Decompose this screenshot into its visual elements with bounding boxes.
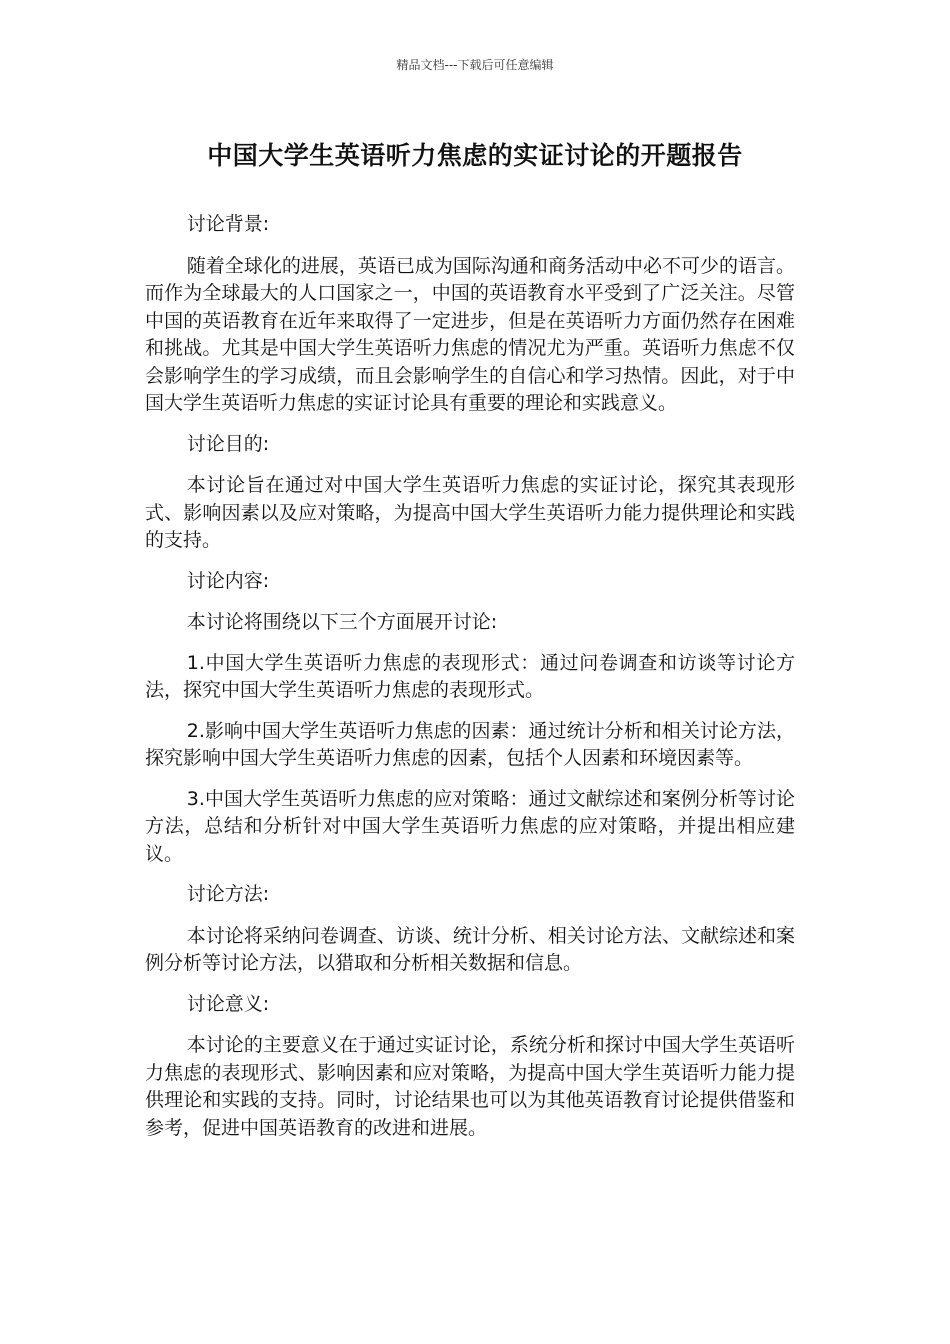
section-heading-background: 讨论背景: bbox=[186, 213, 270, 235]
section-heading-purpose: 讨论目的: bbox=[186, 432, 270, 455]
document-title: 中国大学生英语听力焦虑的实证讨论的开题报告 bbox=[207, 141, 743, 170]
paragraph-content-item-1: 1.中国大学生英语听力焦虑的表现形式：通过问卷调查和访谈等讨论方法，探究中国大学生英语听力焦虑的表现形式。 bbox=[145, 651, 795, 701]
section-heading-method: 讨论方法: bbox=[186, 883, 270, 905]
section-heading-significance: 讨论意义: bbox=[186, 992, 270, 1015]
paragraph-purpose: 本讨论旨在通过对中国大学生英语听力焦虑的实证讨论，探究其表现形式、影响因素以及应对策略，为提高中国大学生英语听力能力提供理论和实践的支持。 bbox=[145, 474, 795, 551]
paragraph-content-intro: 本讨论将围绕以下三个方面展开讨论: bbox=[186, 611, 498, 633]
paragraph-background: 随着全球化的进展，英语已成为国际沟通和商务活动中必不可少的语言。而作为全球最大的人口国家之一，中国的英语教育水平受到了广泛关注。尽管中国的英语教育在近年来取得了一定进步，但是在英语听力方面仍然存在困难和挑战。尤其是中国大学生英语听力焦虑的情况尤为严重。英语听力焦虑不仅会影响学生的学习成绩，而且会影响学生的自信心和学习热情。因此，对于中国大学生英语听力焦虑的实证讨论具有重要的理论和实践意义。 bbox=[145, 254, 795, 414]
section-heading-content: 讨论内容: bbox=[186, 569, 270, 592]
paragraph-method: 本讨论将采纳问卷调查、访谈、统计分析、相关讨论方法、文献综述和案例分析等讨论方法，以猎取和分析相关数据和信息。 bbox=[145, 924, 795, 974]
page-header: 精品文档---下载后可任意编辑 bbox=[396, 58, 554, 72]
document-body bbox=[145, 211, 795, 1155]
paragraph-content-item-2: 2.影响中国大学生英语听力焦虑的因素：通过统计分析和相关讨论方法，探究影响中国大学生英语听力焦虑的因素，包括个人因素和环境因素等。 bbox=[145, 719, 795, 769]
paragraph-content-item-3: 3.中国大学生英语听力焦虑的应对策略：通过文献综述和案例分析等讨论方法，总结和分析针对中国大学生英语听力焦虑的应对策略，并提出相应建议。 bbox=[145, 787, 795, 865]
paragraph-significance: 本讨论的主要意义在于通过实证讨论，系统分析和探讨中国大学生英语听力焦虑的表现形式、影响因素和应对策略，为提高中国大学生英语听力能力提供理论和实践的支持。同时，讨论结果也可以为其他英语教育讨论提供借鉴和参考，促进中国英语教育的改进和进展。 bbox=[145, 1034, 795, 1139]
